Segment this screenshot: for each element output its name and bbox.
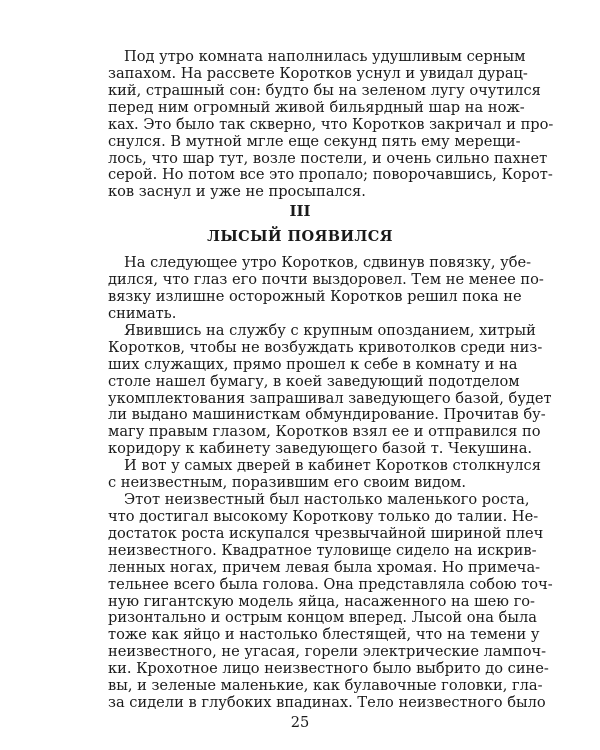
text-line: кий, страшный сон: будто бы на зеленом лугу очутился	[108, 81, 541, 99]
text-line: ки. Крохотное лицо неизвестного было выбрито до сине-	[108, 660, 549, 678]
text-line: Коротков, чтобы не возбуждать кривотолков среди низ-	[108, 338, 543, 356]
text-line: запахом. На рассвете Коротков уснул и увидал дурац-	[108, 64, 528, 82]
text-line: перед ним огромный живой бильярдный шар на нож-	[108, 98, 525, 116]
text-line: снулся. В мутной мгле еще секунд пять ему мерещи-	[108, 132, 521, 150]
text-line: тельнее всего была голова. Она представляла собою точ-	[108, 575, 553, 593]
text-line: серой. Но потом все это пропало; поворочавшись, Корот-	[108, 166, 553, 184]
text-line: магу правым глазом, Коротков взял ее и отправился по	[108, 423, 541, 441]
chapter-title: ЛЫСЫЙ ПОЯВИЛСЯ	[207, 228, 393, 245]
page-number: 25	[290, 714, 310, 731]
text-line: ленных ногах, причем левая была хромая. Но примеча-	[108, 558, 541, 576]
text-line: столе нашел бумагу, в коей заведующий подотделом	[108, 372, 520, 390]
text-line: ших служащих, прямо прошел к себе в комнату и на	[108, 355, 518, 373]
text-line: ках. Это было так скверно, что Коротков закричал и про-	[108, 115, 554, 133]
text-line: лось, что шар тут, возле постели, и очень сильно пахнет	[108, 149, 548, 167]
text-line: за сидели в глубоких впадинах. Тело неизвестного было	[108, 694, 546, 711]
text-line: ризонтально и острым концом вперед. Лысой она была	[108, 609, 537, 627]
text-line: коридору к кабинету заведующего базой т. Чекушина.	[108, 440, 533, 458]
text-line: Явившись на службу с крупным опозданием, хитрый	[124, 321, 536, 339]
text-line: вы, и зеленые маленькие, как булавочные головки, гла-	[108, 677, 543, 695]
text-line: достаток роста искупался чрезвычайной шириной плеч	[108, 524, 544, 542]
text-line: Под утро комната наполнилась удушливым серным	[124, 48, 526, 65]
text-line: снимать.	[108, 304, 177, 322]
text-line: укомплектования запрашивал заведующего базой, будет	[108, 389, 552, 407]
text-line: Этот неизвестный был настолько маленького роста,	[124, 491, 530, 508]
text-line: неизвестного. Квадратное туловище сидело на искрив-	[108, 541, 537, 559]
text-line: ли выдано машинисткам обмундирование. Прочитав бу-	[108, 406, 546, 424]
text-line: И вот у самых дверей в кабинет Коротков столкнулся	[124, 457, 541, 475]
chapter-number: III	[289, 201, 311, 220]
text-line: неизвестного, не угасая, горели электрические лампоч-	[108, 643, 547, 661]
text-line: с неизвестным, поразившим его своим видом.	[108, 474, 466, 492]
text-line: дился, что глаз его почти выздоровел. Тем не менее по-	[108, 271, 544, 288]
text-line: тоже как яйцо и настолько блестящей, что на темени у	[108, 626, 540, 644]
text-line: ков заснул и уже не просыпался.	[108, 183, 366, 201]
text-line: На следующее утро Коротков, сдвинув повязку, убе-	[124, 254, 532, 272]
text-line: вязку излишне осторожный Коротков решил пока не	[108, 287, 522, 305]
text-line: что достигал высокому Короткову только до талии. Не-	[108, 507, 539, 525]
text-line: ную гигантскую модель яйца, насаженного на шею го-	[108, 592, 535, 610]
